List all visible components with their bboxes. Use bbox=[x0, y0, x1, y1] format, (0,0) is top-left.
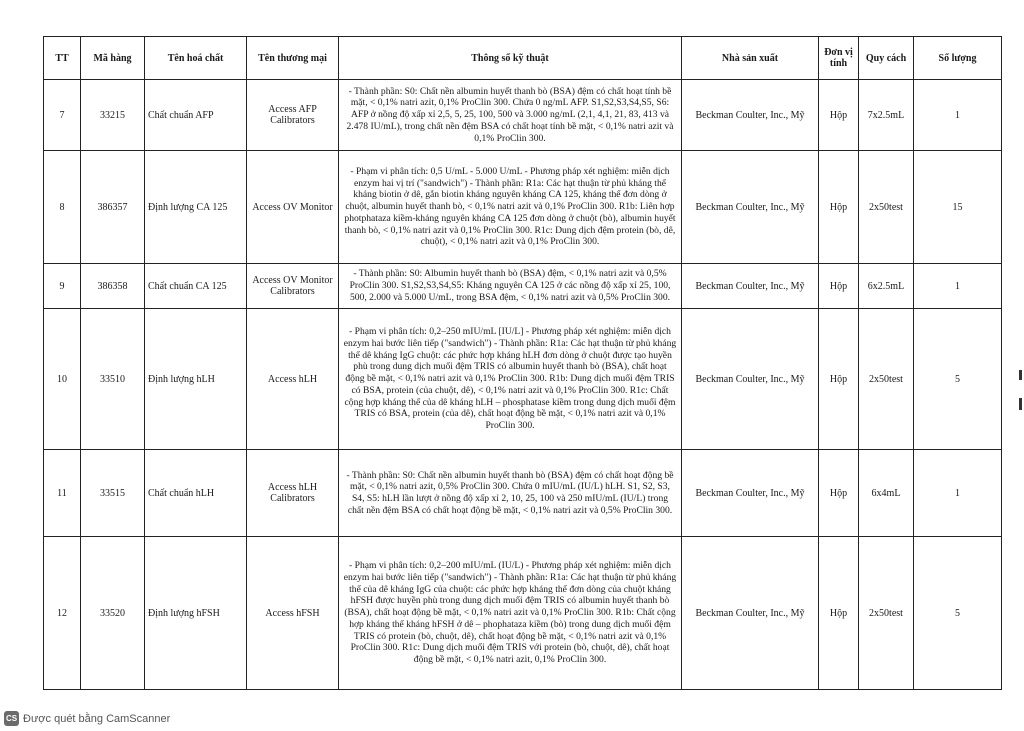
cell-ma-hang: 33515 bbox=[81, 450, 145, 537]
cell-don-vi-tinh: Hộp bbox=[819, 309, 859, 450]
header-ten-hoa-chat: Tên hoá chất bbox=[145, 37, 247, 80]
header-don-vi-tinh: Đơn vị tính bbox=[819, 37, 859, 80]
cell-tt: 12 bbox=[44, 537, 81, 690]
cell-ma-hang: 386357 bbox=[81, 151, 145, 264]
cell-ten-hoa-chat: Định lượng CA 125 bbox=[145, 151, 247, 264]
cell-tt: 11 bbox=[44, 450, 81, 537]
cell-quy-cach: 6x4mL bbox=[859, 450, 914, 537]
header-nha-san-xuat: Nhà sản xuất bbox=[682, 37, 819, 80]
cell-ten-hoa-chat: Chất chuẩn hLH bbox=[145, 450, 247, 537]
cell-quy-cach: 2x50test bbox=[859, 309, 914, 450]
header-ten-thuong-mai: Tên thương mại bbox=[247, 37, 339, 80]
cell-ten-thuong-mai: Access hLH Calibrators bbox=[247, 450, 339, 537]
cell-nha-san-xuat: Beckman Coulter, Inc., Mỹ bbox=[682, 264, 819, 309]
table-row bbox=[44, 151, 1002, 264]
cell-don-vi-tinh: Hộp bbox=[819, 264, 859, 309]
cell-ma-hang: 33510 bbox=[81, 309, 145, 450]
table-row bbox=[44, 80, 1002, 151]
cell-thong-so: - Phạm vi phân tích: 0,5 U/mL - 5.000 U/mL - Phương pháp xét nghiệm: miễn dịch enzym hai vị trí ("sandwich") - Thành phần: R1a: Các hạt thuận từ phủ kháng thể kháng biotin ở dê, gắn biotin kháng nguyên kháng CA 125, kháng thể đơn dòng ở chuột, albumin huyết thanh bò, < 0,1% natri azit và 0,1% ProClin 300. R1b: Liên hợp photphataza kiềm-kháng nguyên kháng CA 125 đơn dòng ở chuột (bò), albumin huyết thanh bò, < 0,1% natri azit và 0,1% ProClin 300. R1c: Dung dịch đệm protein (bò, dê, chuột), < 0,1% natri azit và 0,1% ProClin 300. bbox=[339, 151, 682, 264]
cell-don-vi-tinh: Hộp bbox=[819, 450, 859, 537]
cell-so-luong: 5 bbox=[914, 309, 1002, 450]
cell-so-luong: 5 bbox=[914, 537, 1002, 690]
cell-ma-hang: 386358 bbox=[81, 264, 145, 309]
table-row bbox=[44, 537, 1002, 690]
cell-tt: 10 bbox=[44, 309, 81, 450]
cell-ma-hang: 33520 bbox=[81, 537, 145, 690]
cell-so-luong: 1 bbox=[914, 450, 1002, 537]
table-row bbox=[44, 450, 1002, 537]
cell-tt: 8 bbox=[44, 151, 81, 264]
header-thong-so: Thông số kỹ thuật bbox=[339, 37, 682, 80]
cell-thong-so: - Thành phần: S0: Chất nền albumin huyết thanh bò (BSA) đệm có chất hoạt tính bề mặt, < 0,1% natri azit, 0,1% ProClin 300. Chứa 0 ng/mL AFP. S1,S2,S3,S4,S5, S6: AFP ở nồng độ xấp xỉ 2,5, 5, 25, 100, 500 và 3.000 ng/mL (2,1, 4,1, 21, 83, 413 và 2.478 IU/mL), trong chất nền đệm BSA có chất hoạt tính bề mặt, < 0,1% natri azit và 0,1% ProClin 300. bbox=[339, 80, 682, 151]
cell-tt: 7 bbox=[44, 80, 81, 151]
cell-ten-hoa-chat: Chất chuẩn CA 125 bbox=[145, 264, 247, 309]
table-row bbox=[44, 309, 1002, 450]
cell-quy-cach: 6x2.5mL bbox=[859, 264, 914, 309]
cell-nha-san-xuat: Beckman Coulter, Inc., Mỹ bbox=[682, 450, 819, 537]
cell-ten-hoa-chat: Định lượng hLH bbox=[145, 309, 247, 450]
header-tt: TT bbox=[44, 37, 81, 80]
cell-thong-so: - Phạm vi phân tích: 0,2–200 mIU/mL (IU/L) - Phương pháp xét nghiệm: miễn dịch enzym hai bước liên tiếp ("sandwich") - Thành phần: R1a: Các hạt thuận từ phủ kháng thể của dê kháng IgG của chuột: các phức hợp kháng thể đơn dòng của chuột kháng hFSH được huyền phù trong dung dịch muối đệm TRIS có albumin huyết thanh bò (BSA), chất hoạt động bề mặt, < 0,1% natri azit và 0,1% ProClin 300. R1b: Chất cộng hợp kháng thể kháng hFSH ở dê – phophataza kiềm (bò) trong dung dịch muối đệm TRIS có protein (bò, chuột, dê), chất hoạt động bề mặt, < 0,1% natri azit và 0,1% ProClin 300. R1c: Dung dịch muối đệm TRIS với protein (bò, chuột, dê), chất hoạt động bề mặt, < 0,1% natri azit, 0,1% ProClin 300. bbox=[339, 537, 682, 690]
cell-don-vi-tinh: Hộp bbox=[819, 537, 859, 690]
cell-ma-hang: 33215 bbox=[81, 80, 145, 151]
header-ma-hang: Mã hàng bbox=[81, 37, 145, 80]
cell-ten-thuong-mai: Access OV Monitor Calibrators bbox=[247, 264, 339, 309]
cell-thong-so: - Thành phần: S0: Albumin huyết thanh bò (BSA) đệm, < 0,1% natri azit và 0,5% ProClin 300. S1,S2,S3,S4,S5: Kháng nguyên CA 125 ở các nồng độ xấp xỉ 25, 100, 500, 2.000 và 5.000 U/mL, trong BSA đệm, < 0,1% natri azit và 0,5% ProClin 300. bbox=[339, 264, 682, 309]
cell-don-vi-tinh: Hộp bbox=[819, 151, 859, 264]
header-quy-cach: Quy cách bbox=[859, 37, 914, 80]
cell-quy-cach: 2x50test bbox=[859, 537, 914, 690]
camscanner-logo-icon: CS bbox=[4, 711, 19, 726]
cell-thong-so: - Thành phần: S0: Chất nền albumin huyết thanh bò (BSA) đệm có chất hoạt động bề mặt, < 0,1% natri azit, 0,5% ProClin 300. Chứa 0 mIU/mL (IU/L) hLH. S1, S2, S3, S4, S5: hLH lần lượt ở nồng độ xấp xỉ 2, 10, 25, 100 và 250 mIU/mL (IU/L) trong chất nền đệm BSA có chất hoạt động bề mặt, < 0,1% natri azit và 0,5% ProClin 300. bbox=[339, 450, 682, 537]
cell-nha-san-xuat: Beckman Coulter, Inc., Mỹ bbox=[682, 537, 819, 690]
scanner-watermark bbox=[4, 711, 170, 726]
chemical-spec-table bbox=[43, 36, 1002, 690]
cell-ten-thuong-mai: Access hFSH bbox=[247, 537, 339, 690]
header-so-luong: Số lượng bbox=[914, 37, 1002, 80]
cell-quy-cach: 7x2.5mL bbox=[859, 80, 914, 151]
cell-ten-thuong-mai: Access OV Monitor bbox=[247, 151, 339, 264]
table-header-row bbox=[44, 37, 1002, 80]
table-row bbox=[44, 264, 1002, 309]
cell-so-luong: 1 bbox=[914, 80, 1002, 151]
scanner-watermark-text: Được quét bằng CamScanner bbox=[23, 712, 171, 725]
cell-ten-hoa-chat: Định lượng hFSH bbox=[145, 537, 247, 690]
cell-nha-san-xuat: Beckman Coulter, Inc., Mỹ bbox=[682, 151, 819, 264]
cell-nha-san-xuat: Beckman Coulter, Inc., Mỹ bbox=[682, 80, 819, 151]
cell-ten-thuong-mai: Access hLH bbox=[247, 309, 339, 450]
cell-quy-cach: 2x50test bbox=[859, 151, 914, 264]
cell-ten-thuong-mai: Access AFP Calibrators bbox=[247, 80, 339, 151]
cell-so-luong: 1 bbox=[914, 264, 1002, 309]
cell-so-luong: 15 bbox=[914, 151, 1002, 264]
cell-nha-san-xuat: Beckman Coulter, Inc., Mỹ bbox=[682, 309, 819, 450]
cell-thong-so: - Phạm vi phân tích: 0,2–250 mIU/mL [IU/L] - Phương pháp xét nghiệm: miễn dịch enzym hai bước liên tiếp ("sandwich") - Thành phần: R1a: Các hạt thuận từ phủ kháng thể dê kháng IgG chuột: các phức hợp kháng hLH đơn dòng ở chuột được tạo huyền phù trong dung dịch muối đệm TRIS có albumin huyết thanh bò (BSA), chất hoạt động bề mặt, < 0,1% natri azit và 0,1% ProClin 300. R1b: Dung dịch muối đệm TRIS có BSA, protein (của chuột, dê), < 0,1% natri azit và 0,1% ProClin 300. R1c: Chất cộng hợp kháng thể của dê kháng hLH – phosphatase kiềm trong dung dịch muối đệm TRIS có BSA, protein (của dê), chất hoạt động bề mặt, < 0,1% natri azit và 0,1% ProClin 300. bbox=[339, 309, 682, 450]
page-edge-mark bbox=[1019, 398, 1022, 410]
cell-don-vi-tinh: Hộp bbox=[819, 80, 859, 151]
cell-ten-hoa-chat: Chất chuẩn AFP bbox=[145, 80, 247, 151]
page-edge-mark bbox=[1019, 370, 1022, 380]
cell-tt: 9 bbox=[44, 264, 81, 309]
